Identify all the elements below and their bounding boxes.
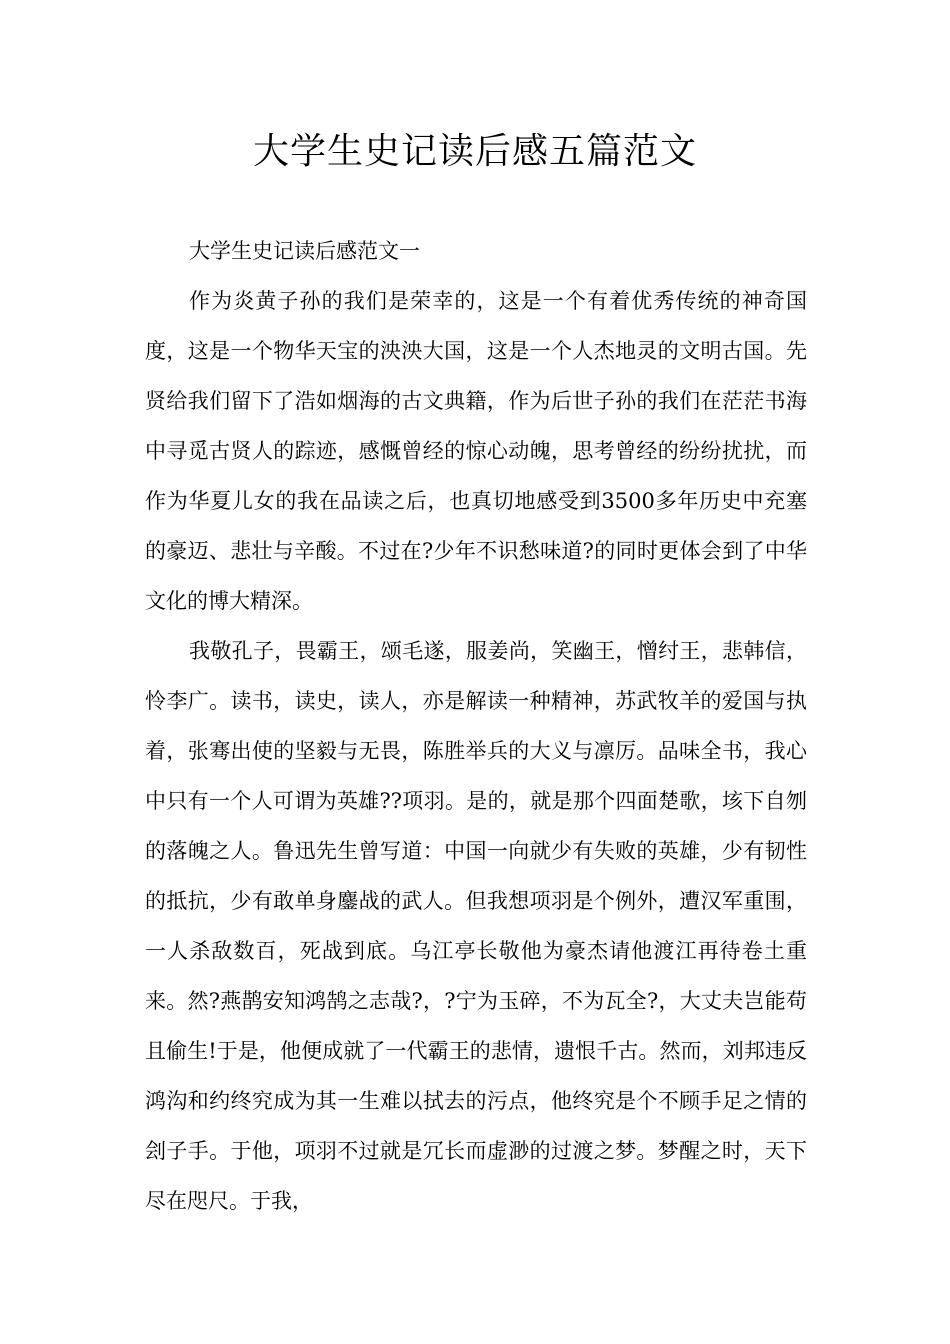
section-heading: 大学生史记读后感范文一 <box>189 239 420 263</box>
paragraph: 作为炎黄子孙的我们是荣幸的，这是一个有着优秀传统的神奇国度，这是一个物华天宝的泱泱大国，这是一个人杰地灵的文明古国。先贤给我们留下了浩如烟海的古文典籍，作为后世子孙的我们在茫茫书海中寻觅古贤人的踪迹，感慨曾经的惊心动魄，思考曾经的纷纷扰扰，而作为华夏儿女的我在品读之后，也真切地感受到3500多年历史中充塞的豪迈、悲壮与辛酸。不过在?少年不识愁味道?的同时更体会到了中华文化的博大精深。 <box>145 289 807 613</box>
document-title: 大学生史记读后感五篇范文 <box>252 131 697 172</box>
document-body <box>145 226 807 1226</box>
paragraph: 我敬孔子，畏霸王，颂毛遂，服姜尚，笑幽王，憎纣王，悲韩信，怜李广。读书，读史，读人，亦是解读一种精神，苏武牧羊的爱国与执着，张骞出使的坚毅与无畏，陈胜举兵的大义与凛厉。品味全书，我心中只有一个人可谓为英雄??项羽。是的，就是那个四面楚歌，垓下自刎的落魄之人。鲁迅先生曾写道：中国一向就少有失败的英雄，少有韧性的抵抗，少有敢单身鏖战的武人。但我想项羽是个例外，遭汉军重围，一人杀敌数百，死战到底。乌江亭长敬他为豪杰请他渡江再待卷土重来。然?燕鹊安知鸿鹄之志哉?，?宁为玉碎，不为瓦全?，大丈夫岂能苟且偷生!于是，他便成就了一代霸王的悲情，遗恨千古。然而，刘邦违反鸿沟和约终究成为其一生难以拭去的污点，他终究是个不顾手足之情的刽子手。于他，项羽不过就是冗长而虚渺的过渡之梦。梦醒之时，天下尽在咫尺。于我， <box>145 639 807 1213</box>
